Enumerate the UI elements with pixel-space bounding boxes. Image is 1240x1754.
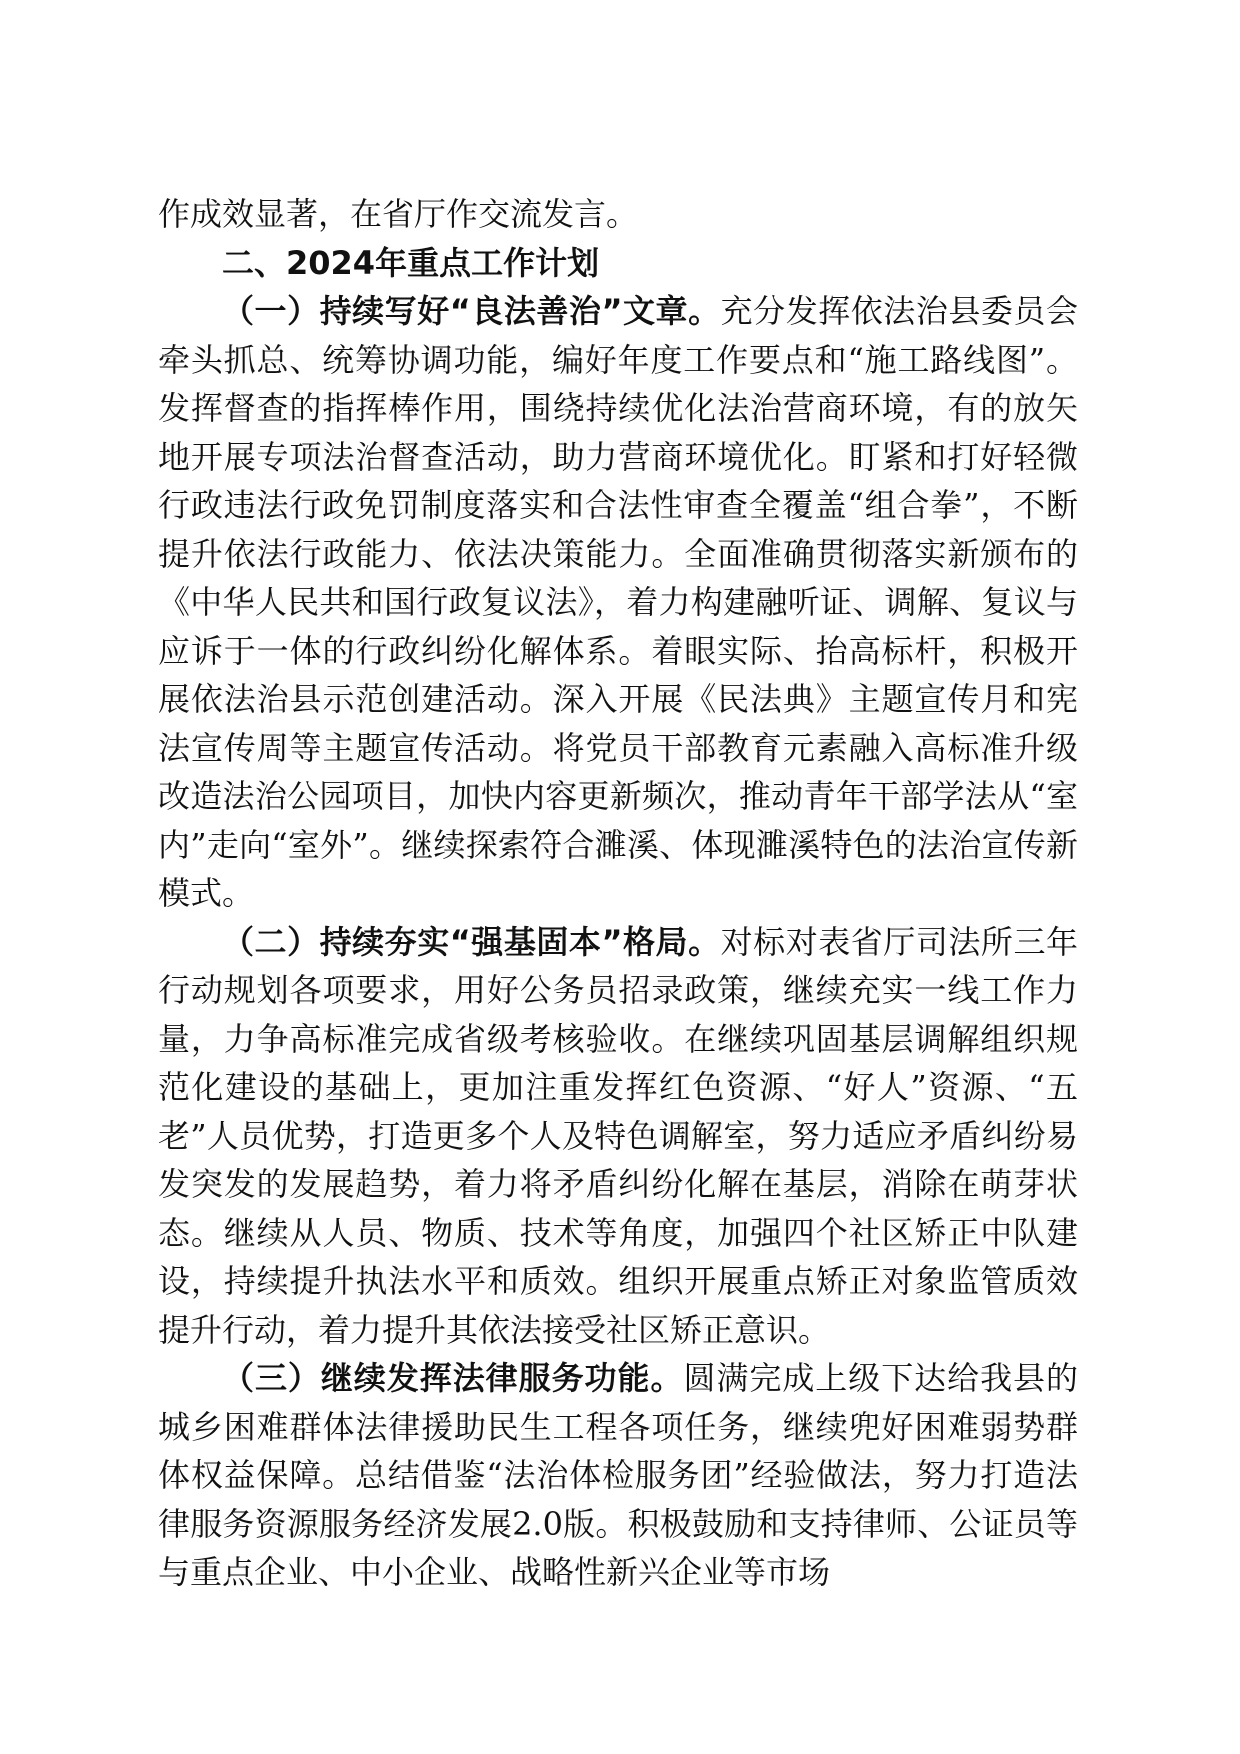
plan-item-3 (158, 1354, 1078, 1597)
plan-item-1 (158, 287, 1078, 918)
plan-item-2 (158, 918, 1078, 1355)
plan-item-2-body: 对标对表省厅司法所三年行动规划各项要求，用好公务员招录政策，继续充实一线工作力量，力争高标准完成省级考核验收。在继续巩固基层调解组织规范化建设的基础上，更加注重发挥红色资源、“好人”资源、“五老”人员优势，打造更多个人及特色调解室，努力适应矛盾纠纷易发突发的发展趋势，着力将矛盾纠纷化解在基层，消除在萌芽状态。继续从人员、物质、技术等角度，加强四个社区矫正中队建设，持续提升执法水平和质效。组织开展重点矫正对象监管质效提升行动，着力提升其依法接受社区矫正意识。 (158, 922, 1078, 1349)
plan-item-3-body: 圆满完成上级下达给我县的城乡困难群体法律援助民生工程各项任务，继续兜好困难弱势群体权益保障。总结借鉴“法治体检服务团”经验做法，努力打造法律服务资源服务经济发展2.0版。积极鼓励和支持律师、公证员等与重点企业、中小企业、战略性新兴企业等市场 (158, 1359, 1078, 1591)
plan-item-1-lead: （一）持续写好“良法善治”文章。 (222, 292, 721, 330)
plan-item-3-lead: （三）继续发挥法律服务功能。 (222, 1359, 684, 1397)
section-heading: 二、2024年重点工作计划 (222, 243, 600, 282)
plan-item-1-body: 充分发挥依法治县委员会牵头抓总、统筹协调功能，编好年度工作要点和“施工路线图”。发挥督查的指挥棒作用，围绕持续优化法治营商环境，有的放矢地开展专项法治督查活动，助力营商环境优化。盯紧和打好轻微行政违法行政免罚制度落实和合法性审查全覆盖“组合拳”，不断提升依法行政能力、依法决策能力。全面准确贯彻落实新颁布的《中华人民共和国行政复议法》，着力构建融听证、调解、复议与应诉于一体的行政纠纷化解体系。着眼实际、抬高标杆，积极开展依法治县示范创建活动。深入开展《民法典》主题宣传月和宪法宣传周等主题宣传活动。将党员干部教育元素融入高标准升级改造法治公园项目，加快内容更新频次，推动青年干部学法从“室内”走向“室外”。继续探索符合濉溪、体现濉溪特色的法治宣传新模式。 (158, 292, 1078, 912)
continuation-paragraph: 作成效显著，在省厅作交流发言。 (158, 195, 639, 233)
document-body (158, 190, 1078, 1597)
plan-item-2-lead: （二）持续夯实“强基固本”格局。 (222, 922, 721, 961)
